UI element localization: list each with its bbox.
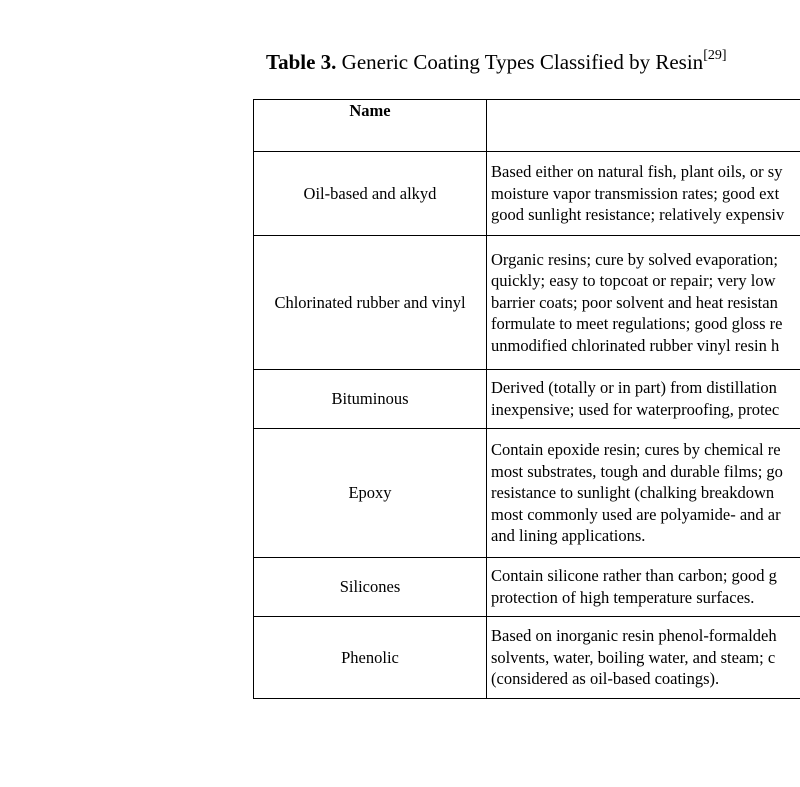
description-line: Contain epoxide resin; cures by chemical re — [491, 440, 781, 460]
row-description — [487, 429, 800, 558]
row-name: Oil-based and alkyd — [254, 152, 487, 236]
header-name: Name — [254, 100, 487, 152]
row-name: Phenolic — [254, 617, 487, 699]
header-description — [487, 100, 800, 152]
row-name: Bituminous — [254, 370, 487, 429]
description-line: inexpensive; used for waterproofing, protec — [491, 400, 780, 419]
table-row — [254, 236, 800, 370]
row-description — [487, 558, 800, 617]
caption-label: Table 3. — [266, 50, 337, 74]
row-name: Silicones — [254, 558, 487, 617]
row-description — [487, 236, 800, 370]
row-description — [487, 617, 800, 699]
table-header-row — [254, 100, 800, 152]
description-line: most substrates, tough and durable films; go — [491, 461, 783, 481]
description-line: protection of high temperature surfaces. — [491, 588, 755, 607]
description-line: barrier coats; poor solvent and heat resistan — [491, 292, 778, 312]
caption-title: Generic Coating Types Classified by Resin — [341, 50, 704, 74]
description-line: Based on inorganic resin phenol-formaldeh — [491, 626, 777, 646]
description-line: Organic resins; cure by solved evaporation; — [491, 249, 778, 269]
description-line: formulate to meet regulations; good gloss re — [491, 314, 783, 334]
table-row — [254, 558, 800, 617]
row-description — [487, 152, 800, 236]
caption-reference: [29] — [703, 48, 727, 63]
description-line: Contain silicone rather than carbon; good g — [491, 566, 777, 586]
table-row — [254, 370, 800, 429]
coating-types-table — [253, 99, 800, 699]
description-line: quickly; easy to topcoat or repair; very low — [491, 271, 776, 291]
description-line: good sunlight resistance; relatively expensiv — [491, 205, 785, 225]
table-row — [254, 152, 800, 236]
table-row — [254, 429, 800, 558]
row-name: Epoxy — [254, 429, 487, 558]
description-line: solvents, water, boiling water, and steam; c — [491, 647, 776, 667]
description-line: moisture vapor transmission rates; good ext — [491, 183, 780, 203]
table-row — [254, 617, 800, 699]
description-line: and lining applications. — [491, 526, 646, 546]
description-line: Based either on natural fish, plant oils, or sy — [491, 162, 783, 182]
table-caption — [266, 50, 727, 75]
row-name: Chlorinated rubber and vinyl — [254, 236, 487, 370]
description-line: (considered as oil-based coatings). — [491, 669, 720, 689]
description-line: most commonly used are polyamide- and ar — [491, 504, 781, 524]
description-line: Derived (totally or in part) from distillation — [491, 378, 777, 398]
description-line: resistance to sunlight (chalking breakdown — [491, 483, 775, 503]
row-description — [487, 370, 800, 429]
description-line: unmodified chlorinated rubber vinyl resin h — [491, 335, 780, 355]
